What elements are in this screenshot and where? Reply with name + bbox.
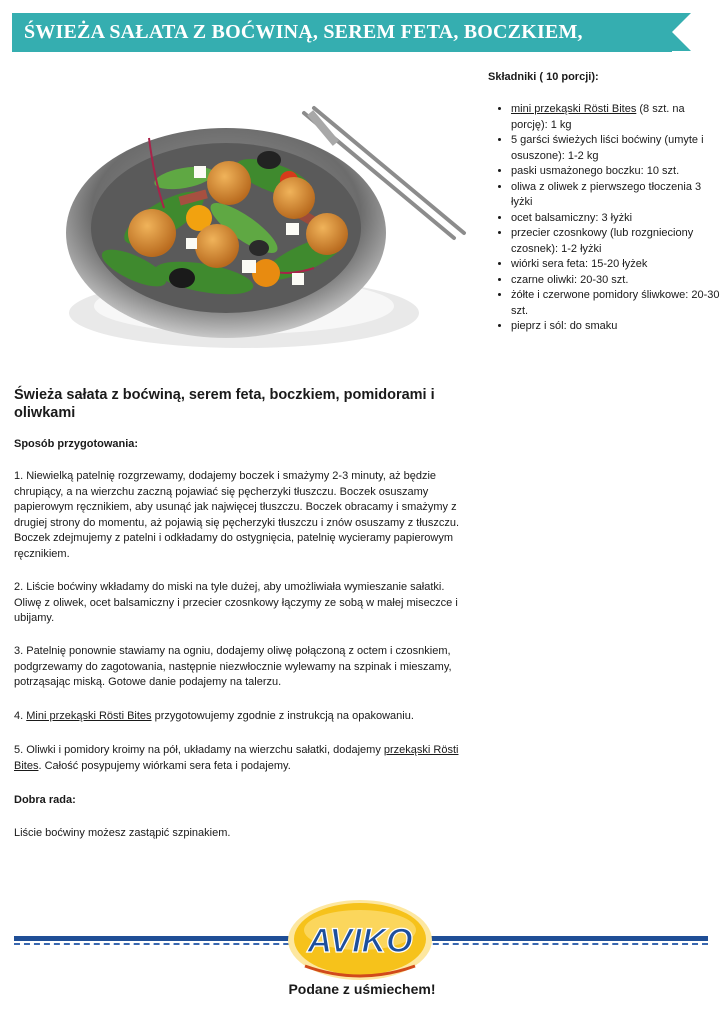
rosti-bites-link-2[interactable]: przekąski Rösti Bites: [14, 744, 459, 772]
list-item: • żółte i czerwone pomidory śliwkowe: 20-30 szt.: [511, 288, 723, 319]
step-2: 2. Liście boćwiny wkładamy do miski na tyle dużej, aby umożliwiała wymieszanie sałatki. Oliwę z oliwek, ocet balsamiczny i przecier czosnkowy łączymy ze sobą w małej miseczce i ubijamy.: [14, 581, 458, 625]
rosti-bites-link[interactable]: Mini przekąski Rösti Bites: [26, 710, 152, 722]
banner-tail: [672, 13, 691, 51]
tip-heading: Dobra rada:: [14, 794, 76, 806]
list-item: • paski usmażonego boczku: 10 szt.: [511, 164, 723, 180]
tip-text: Liście boćwiny możesz zastąpić szpinakiem.: [14, 827, 231, 839]
slogan: Podane z uśmiechem!: [288, 981, 436, 997]
recipe-title: Świeża sałata z boćwiną, serem feta, boczkiem, pomidorami i oliwkami: [14, 387, 435, 421]
list-item: • ocet balsamiczny: 3 łyżki: [511, 211, 723, 227]
step-1: 1. Niewielką patelnię rozgrzewamy, dodajemy boczek i smażymy 2-3 minuty, aż będzie chrupiący, a na wierzchu zaczną pojawiać się pęcherzyki tłuszczu. Boczek osuszamy papierowym ręcznikiem, aby usunąć jak najwięcej tłuszczu. Boczek obracamy i smażymy z drugiej strony do momentu, aż pojawią się pęcherzyki tłuszczu i znów osuszamy z tłuszczu. Boczek zdejmujemy z patelni i odkładamy do ostygnięcia, patelnię wycieramy papierowym ręcznikiem.: [14, 470, 460, 560]
banner-title: ŚWIEŻA SAŁATA Z BOĆWINĄ, SEREM FETA, BOCZKIEM,: [24, 21, 583, 43]
step-5: 5. Oliwki i pomidory kroimy na pół, układamy na wierzchu sałatki, dodajemy przekąski Rösti Bites. Całość posypujemy wiórkami sera feta i podajemy.: [14, 744, 459, 772]
aviko-logo: [285, 894, 435, 984]
step-4: 4. Mini przekąski Rösti Bites przygotowujemy zgodnie z instrukcją na opakowaniu.: [14, 710, 414, 722]
list-item: • 5 garści świeżych liści boćwiny (umyte i osuszone): 1-2 kg: [511, 133, 723, 164]
salad-photo: [14, 68, 472, 368]
step-3: 3. Patelnię ponownie stawiamy na ogniu, dodajemy oliwę połączoną z octem i czosnkiem, podgrzewamy do zagotowania, następnie niezwłocznie wylewamy na szpinak i mieszamy, potrząsając miską. Gotowe danie podajemy na talerzu.: [14, 645, 452, 689]
logo-text: AVIKO: [307, 922, 413, 960]
list-item: • czarne oliwki: 20-30 szt.: [511, 273, 723, 289]
ingredients-title: Składniki ( 10 porcji):: [488, 71, 599, 83]
method-heading: Sposób przygotowania:: [14, 438, 139, 450]
list-item: • mini przekąski Rösti Bites (8 szt. na porcję): 1 kg: [511, 102, 723, 133]
list-item: • pieprz i sól: do smaku: [511, 319, 723, 335]
list-item: • oliwa z oliwek z pierwszego tłoczenia 3 łyżki: [511, 180, 723, 211]
ingredient-link[interactable]: mini przekąski Rösti Bites: [511, 103, 637, 115]
ingredients-list: [497, 102, 723, 335]
title-banner: [12, 13, 672, 52]
list-item: • wiórki sera feta: 15-20 łyżek: [511, 257, 723, 273]
list-item: • przecier czosnkowy (lub rozgnieciony czosnek): 1-2 łyżki: [511, 226, 723, 257]
